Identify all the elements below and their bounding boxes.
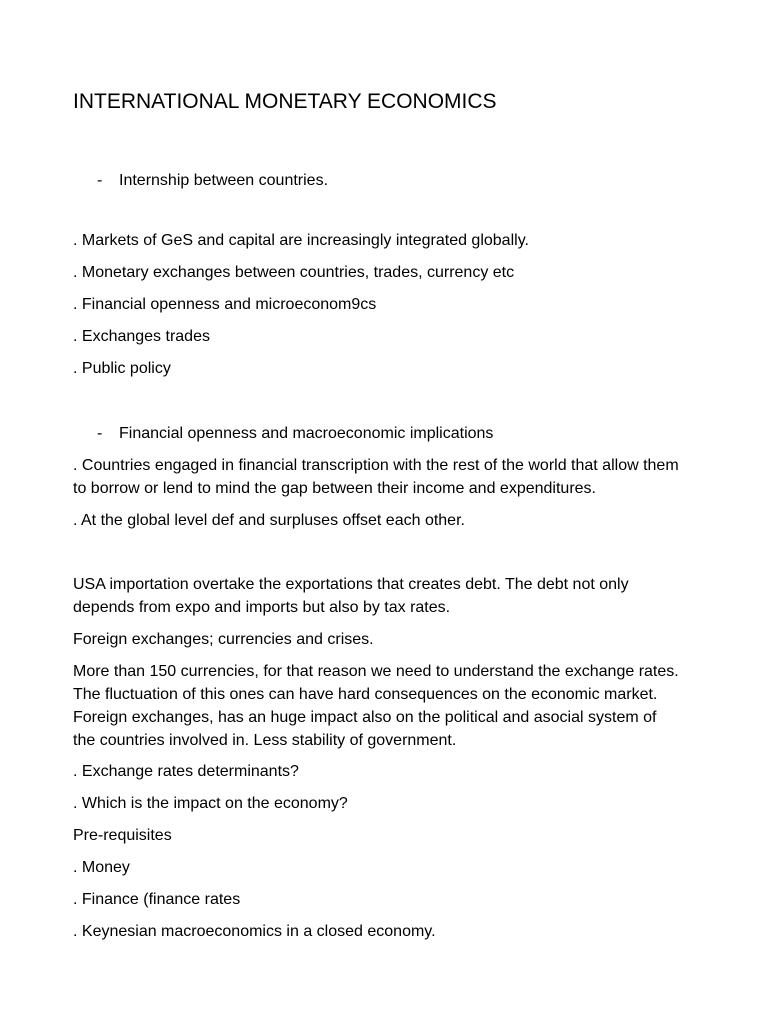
list-item: . At the global level def and surpluses offset each other. xyxy=(73,512,465,529)
paragraph: Pre-requisites xyxy=(73,827,172,844)
list-item: . Financial openness and microeconom9cs xyxy=(73,296,377,313)
list-item: . Which is the impact on the economy? xyxy=(73,795,348,812)
dash-marker: - xyxy=(97,425,103,442)
list-item: . Keynesian macroeconomics in a closed economy. xyxy=(73,923,436,940)
section-heading-internship xyxy=(97,169,328,192)
list-item: . Money xyxy=(73,859,130,876)
list-item: . Markets of GeS and capital are increasingly integrated globally. xyxy=(73,232,529,249)
paragraph: USA importation overtake the exportations that creates debt. The debt not only depends from expo and imports but also by tax rates. xyxy=(73,576,629,616)
section-heading-text: Financial openness and macroeconomic implications xyxy=(119,425,494,442)
document-title: INTERNATIONAL MONETARY ECONOMICS xyxy=(73,90,497,113)
section-heading-financial-openness xyxy=(97,422,493,445)
list-item: . Finance (finance rates xyxy=(73,891,241,908)
list-item: . Exchange rates determinants? xyxy=(73,763,299,780)
paragraph: More than 150 currencies, for that reason we need to understand the exchange rates. The fluctuation of this ones can have hard consequences on the economic market. Foreign exchanges, has an huge impact also on the political and asocial system of the countries involved in. Less stability of government. xyxy=(73,663,679,749)
paragraph: Foreign exchanges; currencies and crises. xyxy=(73,631,374,648)
list-item: . Public policy xyxy=(73,360,171,377)
section-heading-text: Internship between countries. xyxy=(119,172,329,189)
list-item: . Exchanges trades xyxy=(73,328,210,345)
list-item: . Countries engaged in financial transcription with the rest of the world that allow them to borrow or lend to mind the gap between their income and expenditures. xyxy=(73,457,679,497)
dash-marker: - xyxy=(97,172,103,189)
list-item: . Monetary exchanges between countries, trades, currency etc xyxy=(73,264,515,281)
